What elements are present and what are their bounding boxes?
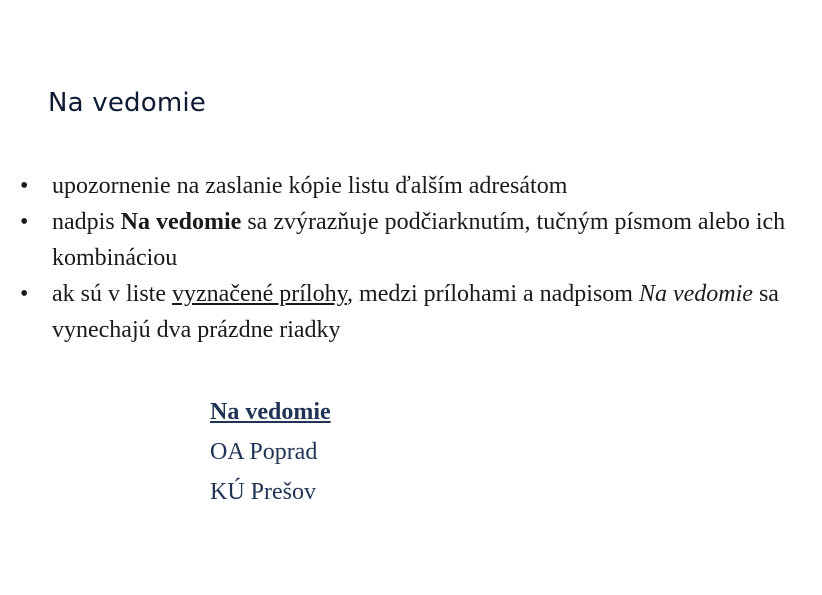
bullet-italic-term: Na vedomie [638,281,753,307]
bullet-marker: • [20,173,29,199]
bullet-marker: • [20,209,29,235]
bullet-marker: • [20,281,29,307]
bullet-text-pre: nadpis [52,209,121,235]
example-heading: Na vedomie [210,399,331,425]
bullet-bold-term: Na vedomie [120,209,242,235]
bullet-text-pre: ak sú v liste [52,281,172,307]
bullet-underlined-term: vyznačené prílohy [172,281,348,307]
bullet-list [20,168,810,348]
bullet-text: upozornenie na zaslanie kópie listu ďalším adresátom [52,173,568,199]
bullet-text-post: sa vynechajú dva prázdne riadky [52,281,779,343]
bullet-text-mid: , medzi prílohami a nadpisom [347,281,639,307]
page-title: Na vedomie [48,88,206,118]
list-item [20,204,810,276]
bullet-text-post: sa zvýrazňuje podčiarknutím, tučným písmom alebo ich kombináciou [52,209,786,271]
list-item [20,168,810,204]
example-recipient: OA Poprad [210,439,318,465]
list-item [20,276,810,348]
example-block [210,392,331,512]
example-recipient: KÚ Prešov [210,479,316,505]
